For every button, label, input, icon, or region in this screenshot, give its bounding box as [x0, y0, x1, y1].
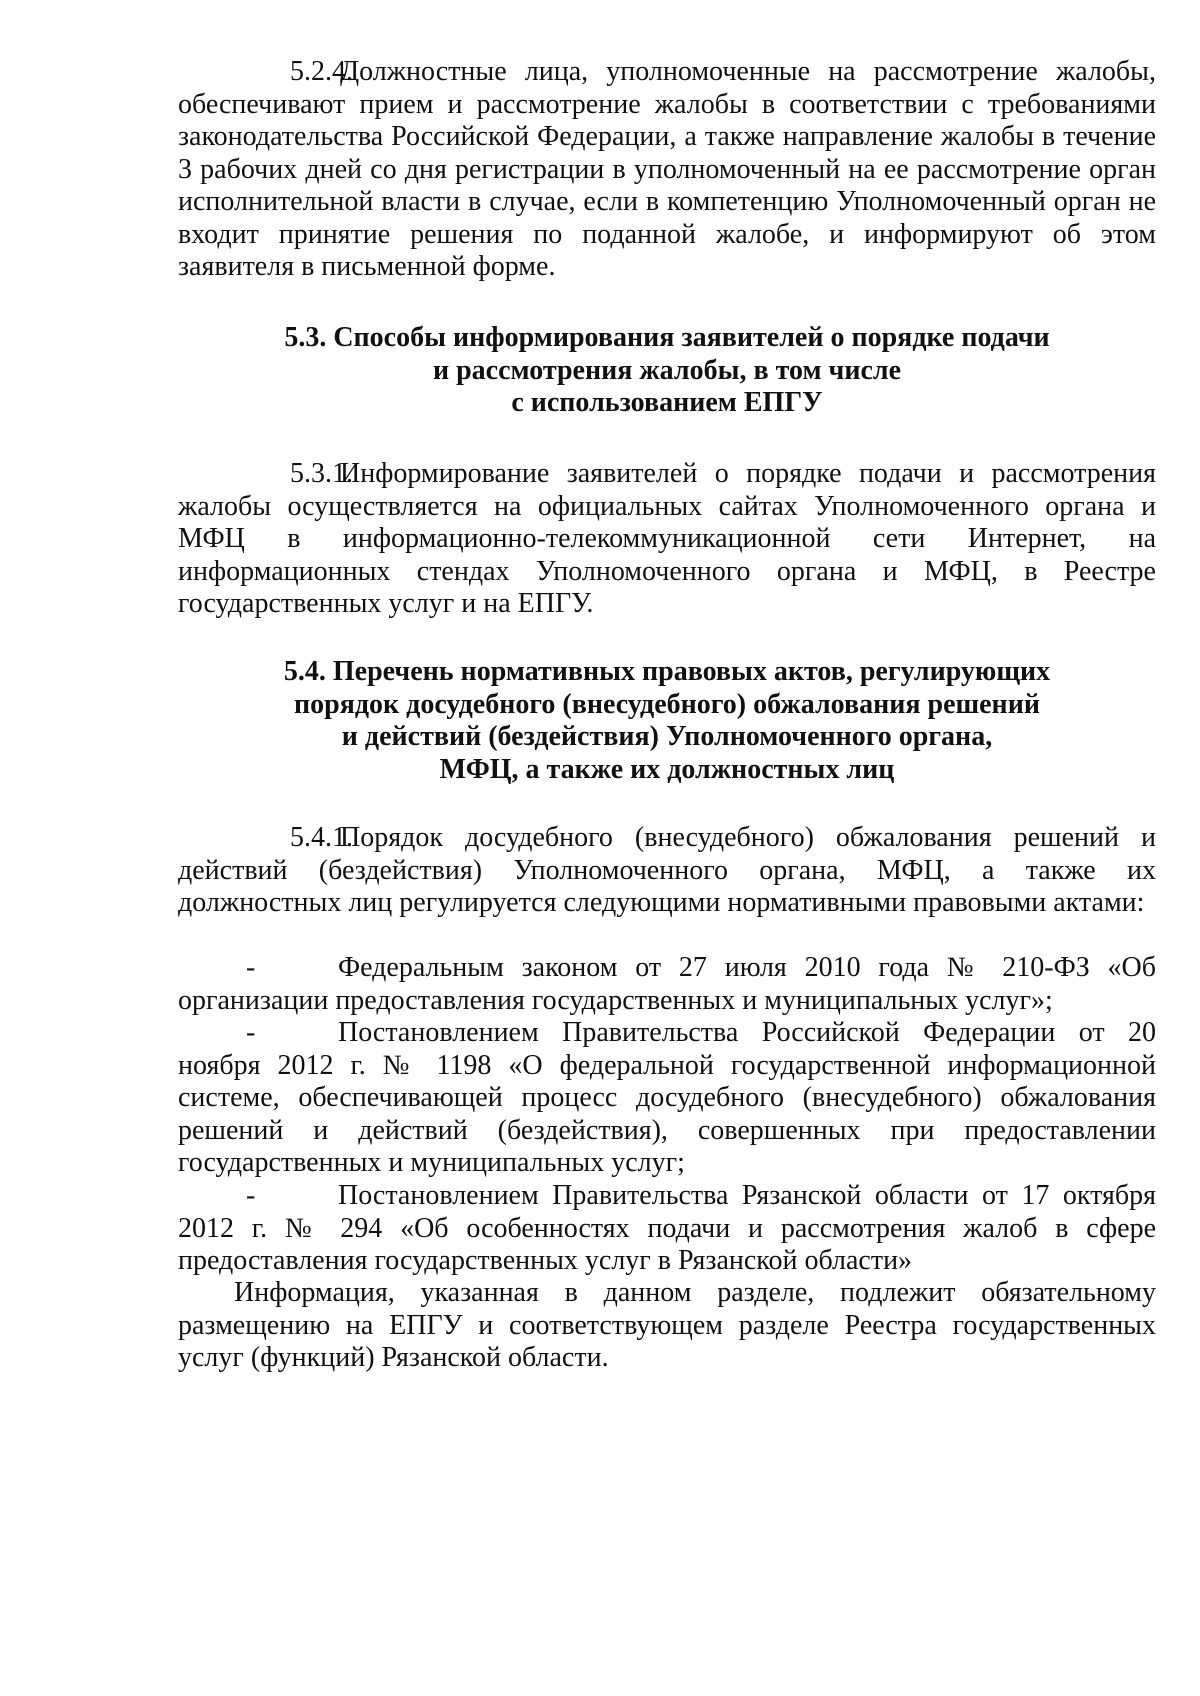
paragraph-text: Информация, указанная в данном разделе, подлежит обязательному размещению на ЕПГУ и соответствующем разделе Реестра государственных услуг (функций) Рязанской области.	[178, 1277, 1156, 1373]
paragraph-text: Порядок досудебного (внесудебного) обжалования решений и действий (бездействия) Уполномоченного органа, МФЦ, а также их должностных лиц регулируется следующими нормативными правовыми актами:	[178, 822, 1156, 918]
paragraph-5-4-1	[178, 822, 1156, 920]
list-item-text: Постановлением Правительства Рязанской области от 17 октября 2012 г. № 294 «Об особенностях подачи и рассмотрения жалоб в сфере предоставления государственных услуг в Рязанской области»	[178, 1180, 1156, 1276]
act-list-item	[178, 1017, 1156, 1180]
list-dash: -	[246, 952, 256, 983]
paragraph-5-2-4	[178, 56, 1156, 284]
heading-line: порядок досудебного (внесудебного) обжалования решений	[294, 688, 1040, 720]
heading-line: и рассмотрения жалобы, в том числе	[432, 354, 902, 386]
heading-line: 5.4. Перечень нормативных правовых актов, регулирующих	[283, 656, 1051, 687]
list-item-text: Постановлением Правительства Российской Федерации от 20 ноября 2012 г. № 1198 «О федеральной государственной информационной системе, обеспечивающей процесс досудебного (внесудебного) обжалования решений и действий (бездействия), совершенных при предоставлении государственных и муниципальных услуг;	[178, 1017, 1156, 1178]
heading-line: 5.3. Способы информирования заявителей о порядке подачи	[284, 322, 1050, 353]
paragraph-number: 5.2.4.	[290, 56, 353, 87]
act-list-item	[178, 1180, 1156, 1278]
list-dash: -	[246, 1017, 256, 1048]
paragraph-number: 5.4.1.	[290, 822, 353, 853]
paragraph-final-note	[178, 1277, 1156, 1375]
paragraph-text: Должностные лица, уполномоченные на рассмотрение жалобы, обеспечивают прием и рассмотрение жалобы в соответствии с требованиями законодательства Российской Федерации, а также направление жалобы в течение 3 рабочих дней со дня регистрации в уполномоченный на ее рассмотрение орган исполнительной власти в случае, если в компетенцию Уполномоченный орган не входит принятие решения по поданной жалобе, и информируют об этом заявителя в письменной форме.	[178, 56, 1156, 282]
heading-line: с использованием ЕПГУ	[511, 387, 823, 418]
section-heading-5-3	[178, 322, 1156, 420]
act-list-item	[178, 952, 1156, 1017]
section-heading-5-4	[178, 656, 1156, 786]
heading-line: и действий (бездействия) Уполномоченного органа,	[341, 721, 993, 752]
paragraph-number: 5.3.1.	[290, 458, 353, 489]
heading-line: МФЦ, а также их должностных лиц	[439, 753, 895, 785]
list-dash: -	[246, 1180, 256, 1211]
list-item-text: Федеральным законом от 27 июля 2010 года № 210-ФЗ «Об организации предоставления государственных и муниципальных услуг»;	[178, 952, 1156, 1016]
paragraph-text: Информирование заявителей о порядке подачи и рассмотрения жалобы осуществляется на официальных сайтах Уполномоченного органа и МФЦ в информационно-телекоммуникационной сети Интернет, на информационных стендах Уполномоченного органа и МФЦ, в Реестре государственных услуг и на ЕПГУ.	[178, 458, 1156, 619]
paragraph-5-3-1	[178, 458, 1156, 621]
